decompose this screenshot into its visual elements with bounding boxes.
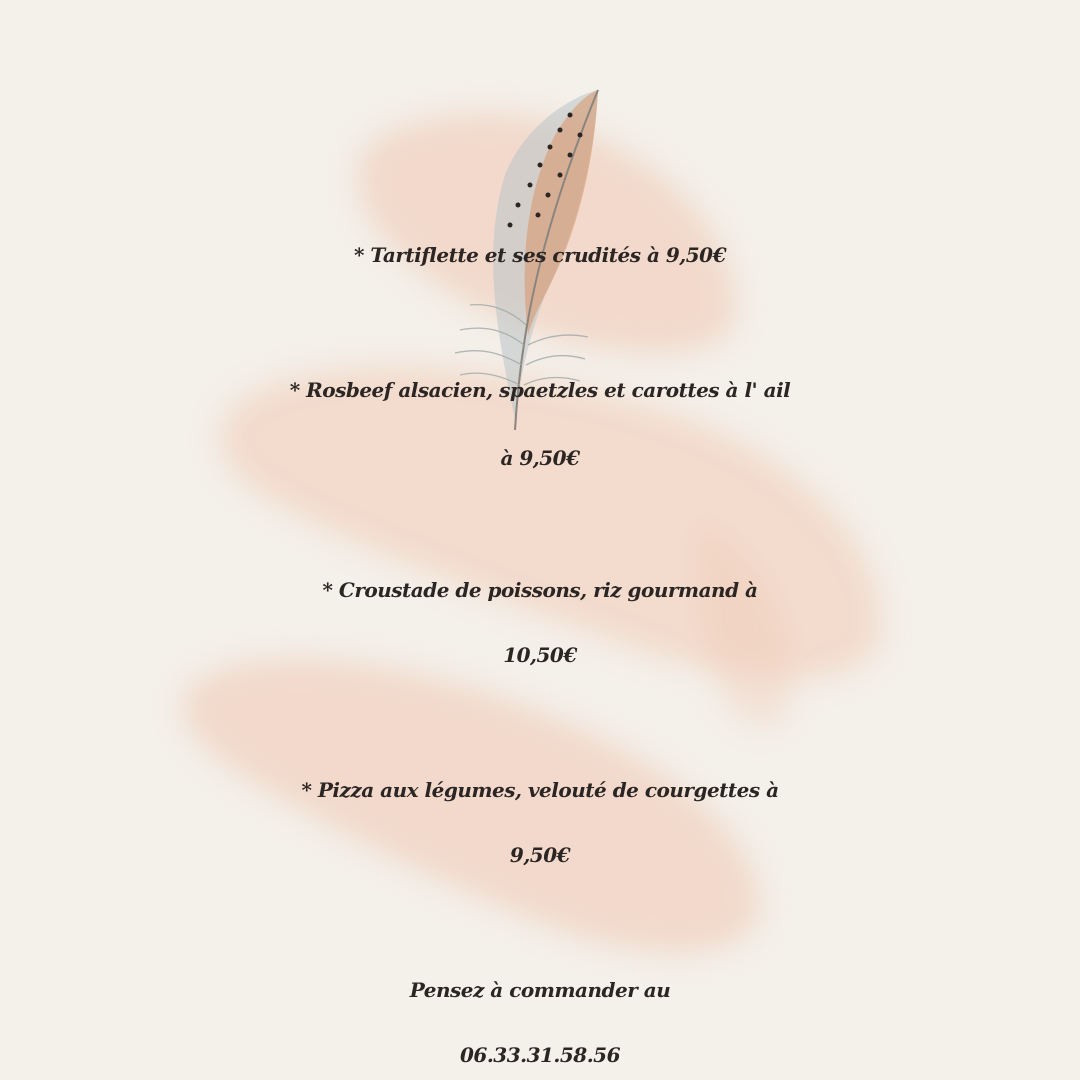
- phone-number: 06.33.31.58.56: [459, 1043, 620, 1067]
- menu-item-tartiflette: * Tartiflette et ses crudités à 9,50€: [353, 243, 727, 267]
- order-callout: Pensez à commander au: [409, 978, 671, 1002]
- menu-item-pizza-price: 9,50€: [509, 843, 571, 867]
- menu-item-pizza: * Pizza aux légumes, velouté de courgettes à: [301, 778, 779, 802]
- menu-item-croustade-price: 10,50€: [503, 643, 577, 667]
- menu-item-rosbeef-price: à 9,50€: [500, 446, 580, 470]
- menu-item-croustade: * Croustade de poissons, riz gourmand à: [322, 578, 758, 602]
- menu-item-rosbeef: * Rosbeef alsacien, spaetzles et carottes à l' ail: [289, 378, 791, 402]
